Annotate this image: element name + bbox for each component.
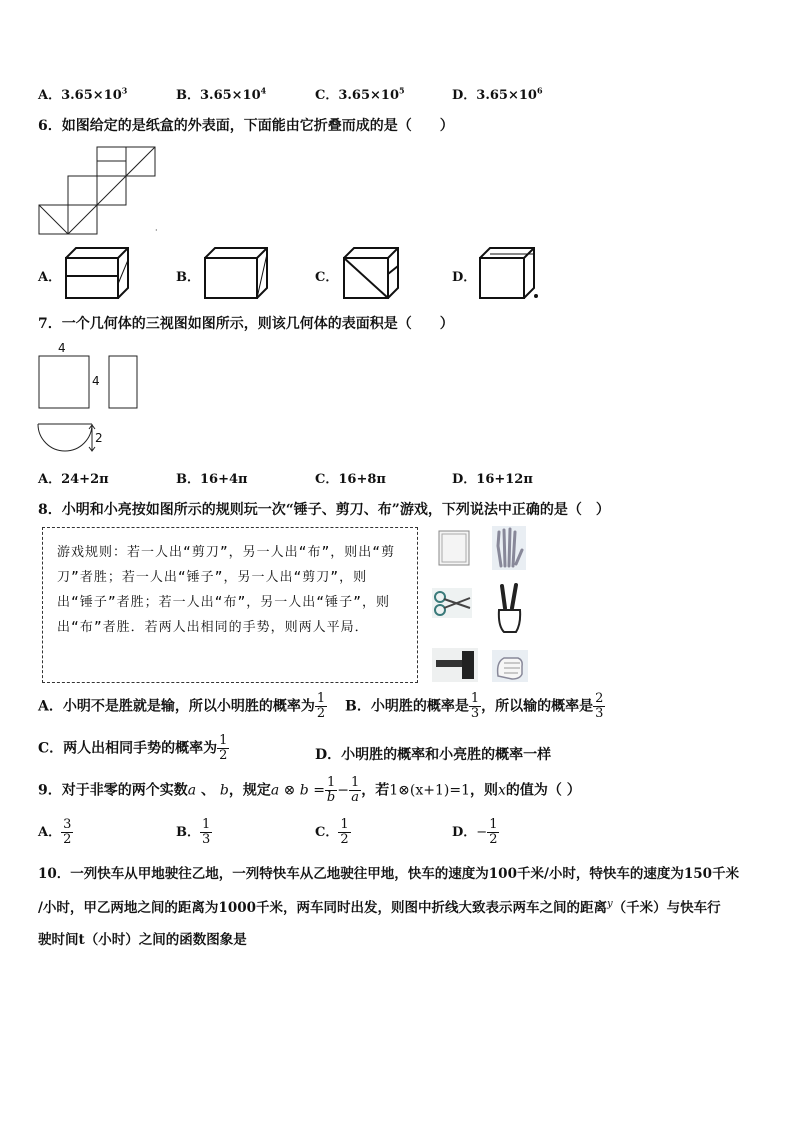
q8-option-c: C．两人出相同手势的概率为 $\frac{1}{2}$ — [38, 733, 228, 763]
q5-option-a: A．$3.65\times 10^3$ — [38, 85, 128, 103]
q7-side-view — [108, 355, 138, 409]
q7-front-view — [38, 355, 90, 409]
q6-cube-b — [203, 246, 269, 300]
q6-cube-a — [62, 246, 130, 300]
q7-top-view — [36, 422, 98, 456]
q5-option-b: B．$3.65\times 10^4$ — [176, 85, 267, 103]
q5-option-c: C．$3.65\times 10^5$ — [315, 85, 405, 103]
q6-option-c: C． — [315, 270, 339, 285]
q9-stem: 9．对于非零的两个实数a 、 b，规定a ⊗ b = $\frac{1}{b}-$ $\frac{1}{a}$，若1⊗(x+1)=1，则x的值为（ ） — [38, 775, 581, 805]
q9-option-b: B． $\frac{1}{3}$ — [176, 817, 211, 847]
q8-rules-box: 游戏规则：若一人出“剪刀”，另一人出“布”，则出“剪刀”者胜；若一人出“锤子”，另一人出“剪刀”，则出“锤子”者胜；若一人出“布”，另一人出“锤子”，则出“布”者胜．若两人出相同的手势，则两人平局． — [42, 527, 418, 683]
q10-line-1: 10．一列快车从甲地驶往乙地，一列特快车从乙地驶往甲地，快车的速度为100千米/小时，特快车的速度为150千米 — [38, 866, 740, 882]
q6-net-figure — [38, 146, 162, 236]
q5-option-d: D．$3.65\times 10^6$ — [452, 85, 543, 103]
q6-option-b: B． — [176, 270, 200, 285]
q6-stem: 6．如图给定的是纸盒的外表面，下面能由它折叠而成的是（ ） — [38, 118, 454, 134]
q6-cube-d — [478, 246, 540, 302]
hammer-icon — [432, 648, 478, 682]
q6-option-a: A． — [38, 270, 62, 285]
q8-stem: 8．小明和小亮按如图所示的规则玩一次“锤子、剪刀、布”游戏，下列说法中正确的是（ ） — [38, 502, 610, 518]
scissors-hand-icon — [494, 582, 524, 636]
q10-line-3: 驶时间t（小时）之间的函数图象是 — [38, 932, 247, 948]
q8-option-d: D．小明胜的概率和小亮胜的概率一样 — [315, 747, 552, 763]
q7-option-a: A．24+2π — [38, 472, 109, 487]
q7-dim-top: 4 — [58, 341, 66, 355]
q7-stem: 7．一个几何体的三视图如图所示，则该几何体的表面积是（ ） — [38, 316, 454, 332]
q6-cube-c — [342, 246, 400, 300]
paper-hand-icon — [492, 526, 526, 570]
q7-option-b: B．16+4π — [176, 472, 248, 487]
q8-option-b: B．小明胜的概率是 $\frac{1}{3}$ ，所以输的概率是 $\frac{2}{3}$ — [345, 691, 604, 721]
stray-mark: · — [155, 226, 158, 235]
q9-option-c: C． $\frac{1}{2}$ — [315, 817, 349, 847]
q7-dim-arc: 2 — [95, 431, 103, 445]
q8-option-a: A．小明不是胜就是输，所以小明胜的概率为 $\frac{1}{2}$ — [38, 691, 326, 721]
q9-option-a: A． $\frac{3}{2}$ — [38, 817, 72, 847]
q7-dim-side: 4 — [92, 374, 100, 388]
paper-blank-icon — [438, 530, 470, 566]
scissors-icon — [432, 588, 472, 618]
q6-option-d: D． — [452, 270, 477, 285]
q7-option-d: D．16+12π — [452, 472, 533, 487]
q9-option-d: D．− $\frac{1}{2}$ — [452, 817, 498, 847]
fist-icon — [492, 650, 528, 682]
q7-option-c: C．16+8π — [315, 472, 386, 487]
q10-line-2: /小时，甲乙两地之间的距离为1000千米，两车同时出发，则图中折线大致表示两车之间的距离$^y$（千米）与快车行 — [38, 898, 721, 916]
